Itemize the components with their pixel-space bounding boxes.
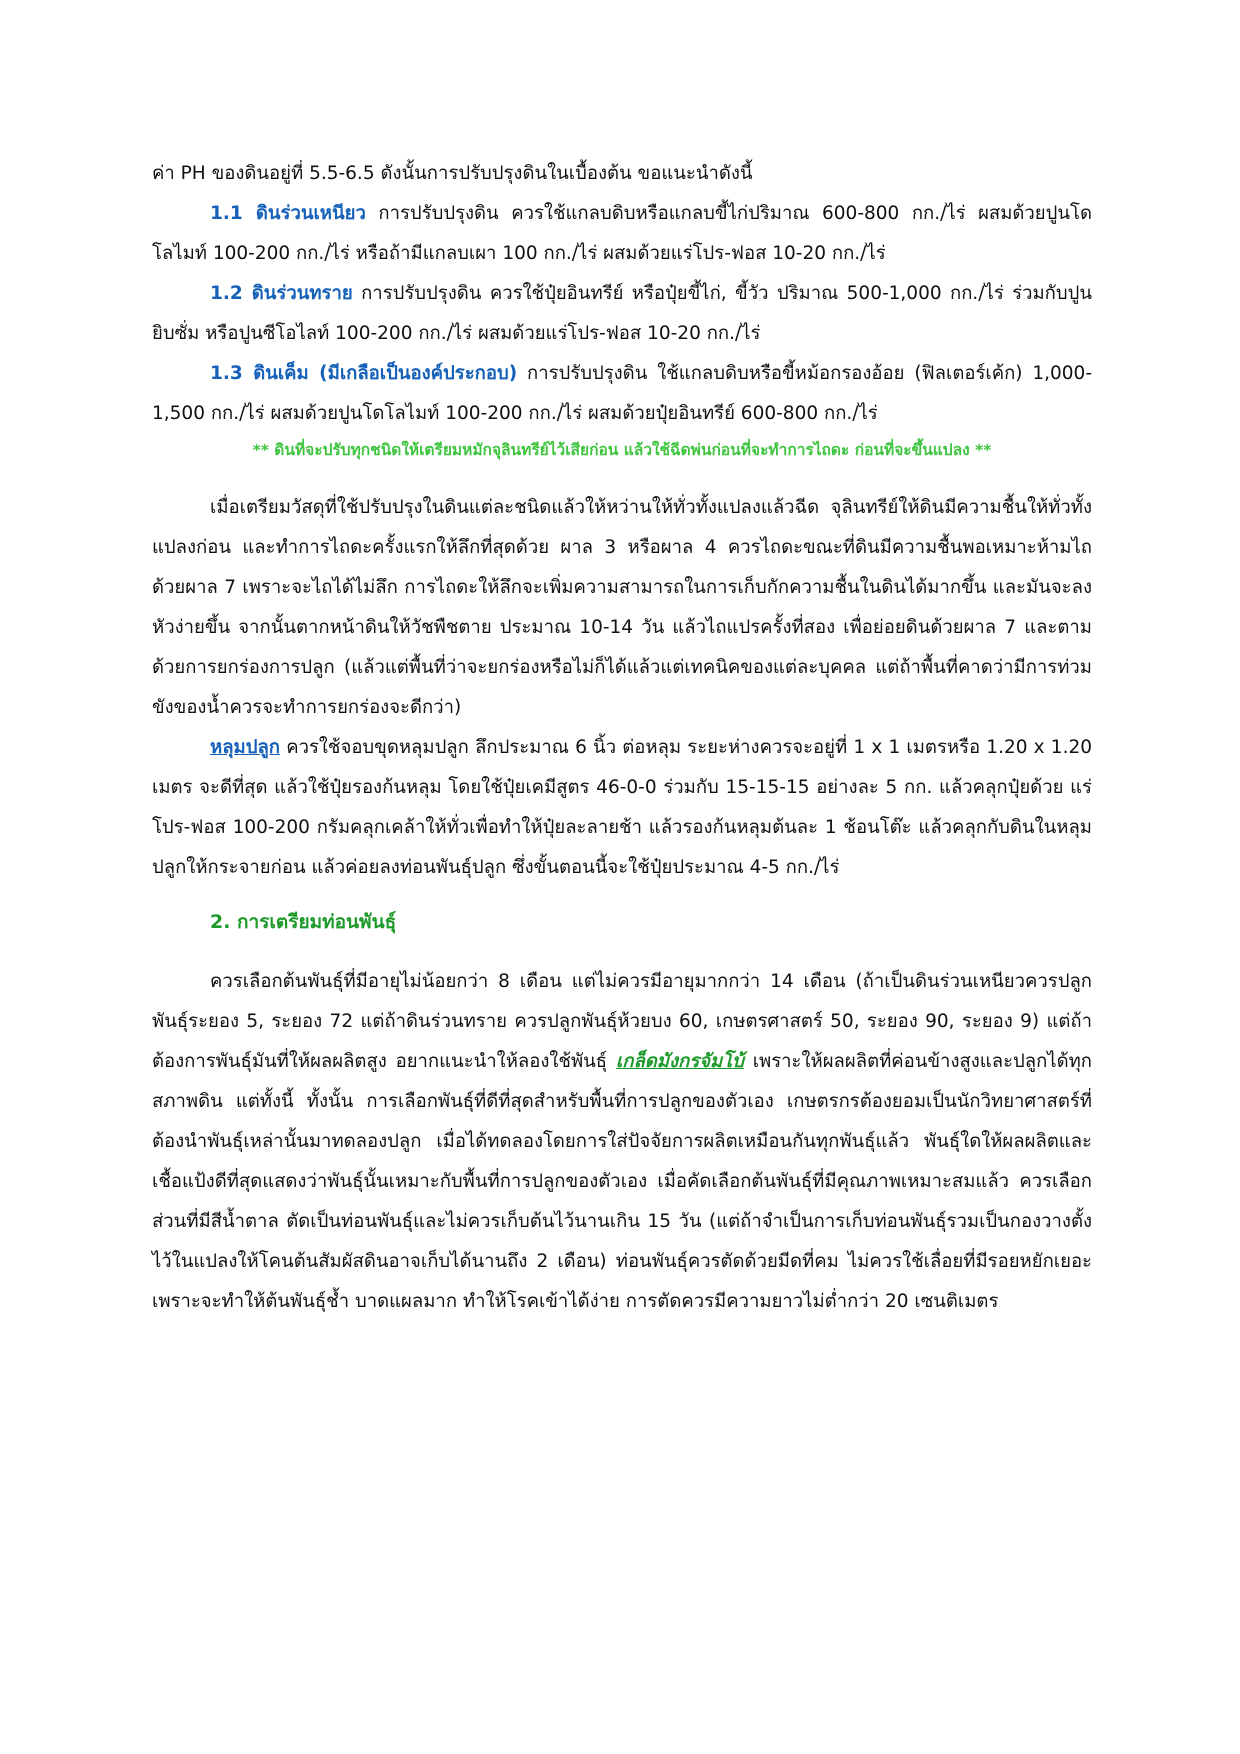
section-1-2-text: การปรับปรุงดิน ควรใช้ปุ๋ยอินทรีย์ หรือปุ๋ยขี้ไก่, ขี้วัว ปริมาณ 500-1,000 กก./ไร่ ร่วมกับปูนยิบซั่ม หรือปูนซีโอไลท์ 100-200 กก./ไร่ ผสมด้วยแร่โปร-ฟอส 10-20 กก./ไร่ <box>152 283 1092 344</box>
section-1-3-heading: 1.3 ดินเค็ม (มีเกลือเป็นองค์ประกอบ) <box>210 363 518 384</box>
section-1-2-heading: 1.2 ดินร่วนทราย <box>210 283 353 304</box>
soil-prep-paragraph: เมื่อเตรียมวัสดุที่ใช้ปรับปรุงในดินแต่ละชนิดแล้วให้หว่านให้ทั่วทั้งแปลงแล้วฉีด จุลินทรีย์ให้ดินมีความชื้นให้ทั่วทั้งแปลงก่อน และทำการไถดะครั้งแรกให้ลึกที่สุดด้วย ผาล 3 หรือผาล 4 ควรไถดะขณะที่ดินมีความชื้นพอเหมาะห้ามไถด้วยผาล 7 เพราะจะไถได้ไม่ลึก การไถดะให้ลึกจะเพิ่มความสามารถในการเก็บกักความชื้นในดินได้มากขึ้น และมันจะลงหัวง่ายขึ้น จากนั้นตากหน้าดินให้วัชพืชตาย ประมาณ 10-14 วัน แล้วไถแปรครั้งที่สอง เพื่อย่อยดินด้วยผาล 7 และตามด้วยการยกร่องการปลูก (แล้วแต่พื้นที่ว่าจะยกร่องหรือไม่ก็ได้แล้วแต่เทคนิคของแต่ละบุคคล แต่ถ้าพื้นที่คาดว่ามีการท่วมขังของน้ำควรจะทำการยกร่องจะดีกว่า) <box>152 497 1092 718</box>
variety-paragraph <box>152 962 1092 1322</box>
microbe-notice: ** ดินที่จะปรับทุกชนิดให้เตรียมหมักจุลินทรีย์ไว้เสียก่อน แล้วใช้ฉีดพ่นก่อนที่จะทำการไถดะ ก่อนที่จะขึ้นแปลง ** <box>252 441 992 459</box>
section-2-heading <box>210 902 1092 942</box>
intro-paragraph <box>152 154 1092 194</box>
section-1-1-text: การปรับปรุงดิน ควรใช้แกลบดิบหรือแกลบขี้ไก่ปริมาณ 600-800 กก./ไร่ ผสมด้วยปูนโดโลไมท์ 100-200 กก./ไร่ หรือถ้ามีแกลบเผา 100 กก./ไร่ ผสมด้วยแร่โปร-ฟอส 10-20 กก./ไร่ <box>152 203 1092 264</box>
planting-pit-text: ควรใช้จอบขุดหลุมปลูก ลึกประมาณ 6 นิ้ว ต่อหลุม ระยะห่างควรจะอยู่ที่ 1 x 1 เมตรหรือ 1.20 x 1.20 เมตร จะดีที่สุด แล้วใช้ปุ๋ยรองก้นหลุม โดยใช้ปุ๋ยเคมีสูตร 46-0-0 ร่วมกับ 15-15-15 อย่างละ 5 กก. แล้วคลุกปุ๋ยด้วย แร่โปร-ฟอส 100-200 กรัมคลุกเคล้าให้ทั่วเพื่อทำให้ปุ๋ยละลายช้า แล้วรองก้นหลุมต้นละ 1 ช้อนโต๊ะ แล้วคลุกกับดินในหลุมปลูกให้กระจายก่อน แล้วค่อยลงท่อนพันธุ์ปลูก ซึ่งขั้นตอนนี้จะใช้ปุ๋ยประมาณ 4-5 กก./ไร่ <box>152 737 1092 878</box>
section-1-3-paragraph <box>152 354 1092 434</box>
section-1-1-paragraph <box>152 194 1092 274</box>
planting-pit-paragraph <box>152 728 1092 888</box>
variety-text-after: เพราะให้ผลผลิตที่ค่อนข้างสูงและปลูกได้ทุกสภาพดิน แต่ทั้งนี้ ทั้งนั้น การเลือกพันธุ์ที่ดีที่สุดสำหรับพื้นที่การปลูกของตัวเอง เกษตรกรต้องยอมเป็นนักวิทยาศาสตร์ที่ต้องนำพันธุ์เหล่านั้นมาทดลองปลูก เมื่อได้ทดลองโดยการใส่ปัจจัยการผลิตเหมือนกันทุกพันธุ์แล้ว พันธุ์ใดให้ผลผลิตและเชื้อแป้งดีที่สุดแสดงว่าพันธุ์นั้นเหมาะกับพื้นที่การปลูกของตัวเอง เมื่อคัดเลือกต้นพันธุ์ที่มีคุณภาพเหมาะสมแล้ว ควรเลือกส่วนที่มีสีน้ำตาล ตัดเป็นท่อนพันธุ์และไม่ควรเก็บต้นไว้นานเกิน 15 วัน (แต่ถ้าจำเป็นการเก็บท่อนพันธุ์รวมเป็นกองวางตั้งไว้ในแปลงให้โคนต้นสัมผัสดินอาจเก็บได้นานถึง 2 เดือน) ท่อนพันธุ์ควรตัดด้วยมีดที่คม ไม่ควรใช้เลื่อยที่มีรอยหยักเยอะเพราะจะทำให้ต้นพันธุ์ช้ำ บาดแผลมาก ทำให้โรคเข้าได้ง่าย การตัดควรมีความยาวไม่ต่ำกว่า 20 เซนติเมตร <box>152 1051 1092 1312</box>
variety-text-before: ควรเลือกต้นพันธุ์ที่มีอายุไม่น้อยกว่า 8 เดือน แต่ไม่ควรมีอายุมากกว่า 14 เดือน (ถ้าเป็นดินร่วนเหนียวควรปลูกพันธุ์ระยอง 5, ระยอง 72 แต่ถ้าดินร่วนทราย ควรปลูกพันธุ์ห้วยบง 60, เกษตรศาสตร์ 50, ระยอง 90, ระยอง 9) แต่ถ้าต้องการพันธุ์มันที่ให้ผลผลิตสูง อยากแนะนำให้ลองใช้พันธุ์ <box>152 971 1092 1072</box>
section-2-title: 2. การเตรียมท่อนพันธุ์ <box>210 911 397 933</box>
document-body <box>152 154 1092 1322</box>
section-1-3-text: การปรับปรุงดิน ใช้แกลบดิบหรือขี้หม้อกรองอ้อย (ฟิลเตอร์เค้ก) 1,000-1,500 กก./ไร่ ผสมด้วยปูนโดโลไมท์ 100-200 กก./ไร่ ผสมด้วยปุ๋ยอินทรีย์ 600-800 กก./ไร่ <box>152 363 1092 424</box>
intro-text: ค่า PH ของดินอยู่ที่ 5.5-6.5 ดังนั้นการปรับปรุงดินในเบื้องต้น ขอแนะนำดังนี้ <box>152 163 753 184</box>
section-1-1-heading: 1.1 ดินร่วนเหนียว <box>210 203 366 224</box>
variety-name: เกล็ดมังกรจัมโบ้ <box>615 1051 744 1072</box>
section-1-2-paragraph <box>152 274 1092 354</box>
planting-pit-heading: หลุมปลูก <box>210 737 281 758</box>
